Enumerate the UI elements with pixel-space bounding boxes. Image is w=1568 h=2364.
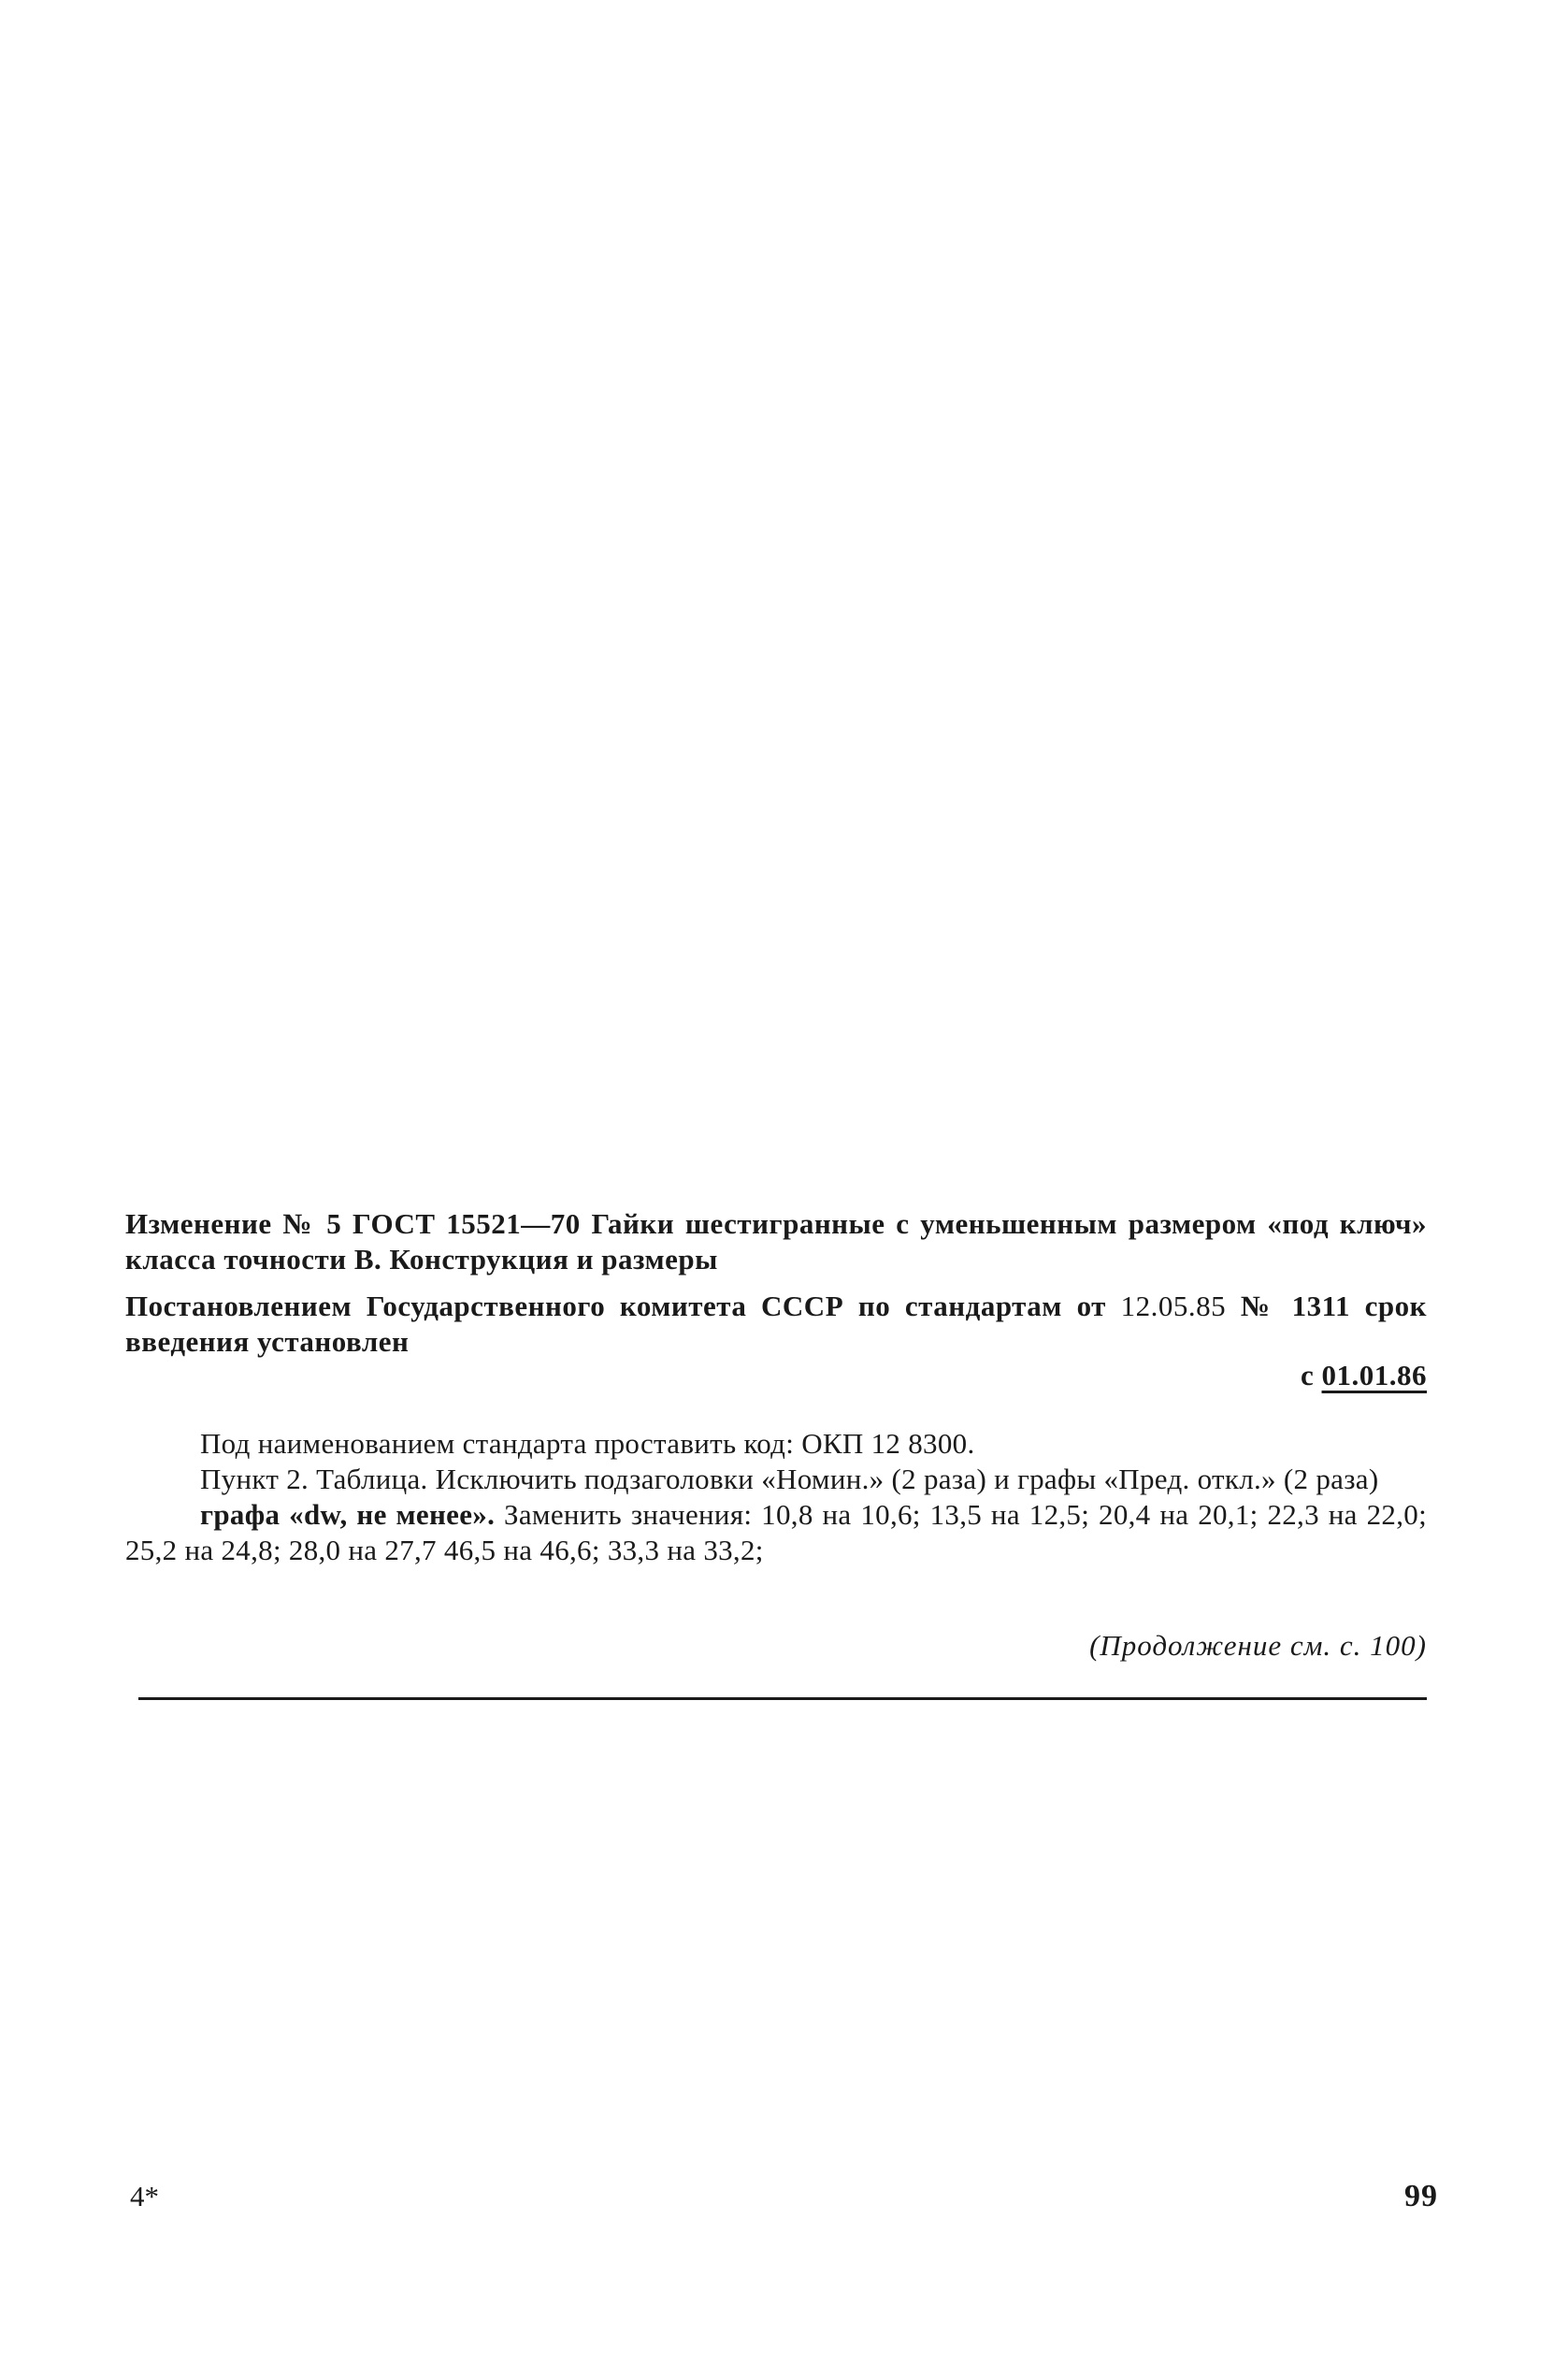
decree-text: Постановлением Государственного комитета СССР по стандартам от	[125, 1290, 1106, 1322]
body-paragraph-values	[125, 1497, 1427, 1568]
decree-date: 12.05.85	[1120, 1290, 1227, 1322]
continuation-note: (Продолжение см. с. 100)	[1089, 1629, 1427, 1662]
effective-date: 01.01.86	[1321, 1359, 1427, 1391]
effective-prefix: с	[1300, 1359, 1315, 1391]
body-paragraph-code: Под наименованием стандарта проставить код: ОКП 12 8300.	[200, 1427, 975, 1460]
footer-divider	[138, 1697, 1427, 1700]
effective-date-line	[1301, 1358, 1427, 1393]
decree-paragraph	[125, 1289, 1427, 1360]
body-paragraph-table: Пункт 2. Таблица. Исключить подзаголовки «Номин.» (2 раза) и графы «Пред. откл.» (2 раза)	[200, 1463, 1379, 1495]
amendment-title: Изменение № 5 ГОСТ 15521—70 Гайки шестигранные с уменьшенным размером «под ключ» класса точности В. Конструкция и размеры	[125, 1207, 1427, 1276]
page-number: 99	[1404, 2179, 1438, 2213]
signature-mark: 4*	[130, 2180, 159, 2213]
decree-number: № 1311 срок введения установлен	[125, 1290, 1428, 1358]
value-replacements: Заменить значения: 10,8 на 10,6; 13,5 на 12,5; 20,4 на 20,1; 22,3 на 22,0; 25,2 на 24,8; 28,0 на 27,7 46,5 на 46,6; 33,3 на 33,2;	[125, 1498, 1427, 1566]
column-reference: графа «dw, не менее».	[200, 1498, 496, 1531]
amendment-body	[125, 1426, 1427, 1568]
